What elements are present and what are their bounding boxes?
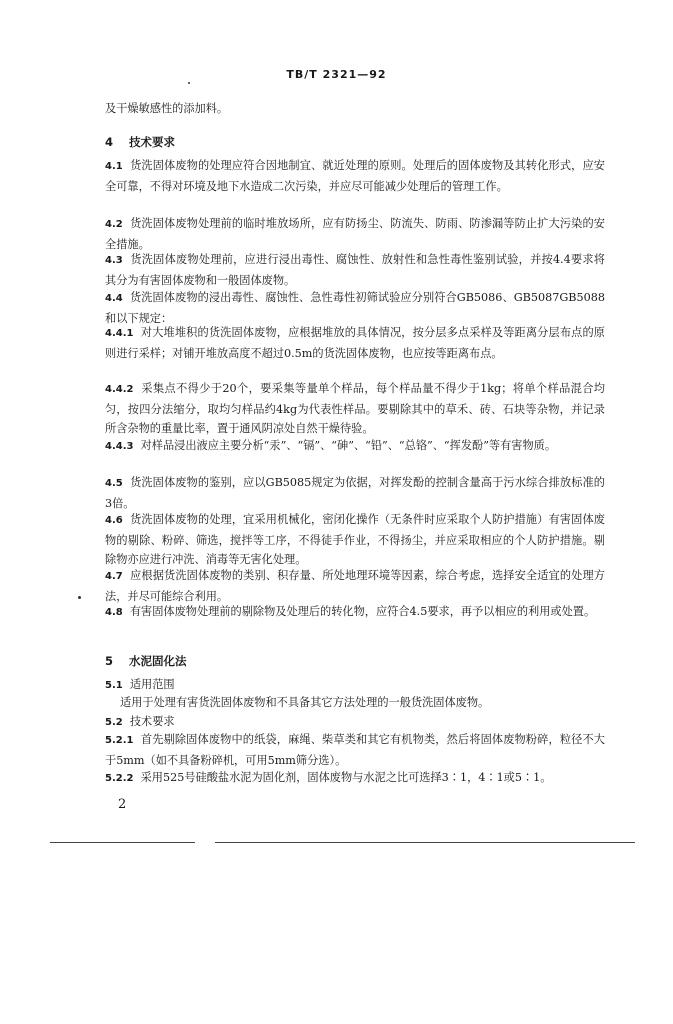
clause-text: 货洗固体废物的处理应符合因地制宜、就近处理的原则。处理后的固体废物及其转化形式，应安全可靠，不得对环境及地下水造成二次污染，并应尽可能减少处理后的管理工作。 xyxy=(105,159,605,193)
document-header: TB/T 2321—92 xyxy=(286,68,387,81)
clause-4-4-3 xyxy=(105,436,605,457)
clause-4-6 xyxy=(105,510,605,570)
clause-number: 4.3 xyxy=(105,255,123,266)
scan-edge-line xyxy=(215,842,635,843)
clause-4-4-2 xyxy=(105,379,605,439)
clause-4-4 xyxy=(105,288,605,328)
clause-5-2-2 xyxy=(105,768,605,789)
clause-text: 对样品浸出液应主要分析“汞”、“镉”、“砷”、“铅”、“总铬”、“挥发酚”等有害物质。 xyxy=(140,439,557,452)
clause-text: 采集点不得少于20个，要采集等量单个样品，每个样品量不得少于1kg；将单个样品混合均匀，按四分法缩分，取均匀样品约4kg为代表性样品。要剔除其中的草禾、砖、石块等杂物，并记录所含杂物的重量比率，置于通风阴凉处自然干燥待验。 xyxy=(105,382,605,435)
page-number: 2 xyxy=(118,797,127,812)
clause-text: 对大堆堆积的货洗固体废物，应根据堆放的具体情况，按分层多点采样及等距离分层布点的原则进行采样；对铺开堆放高度不超过0.5m的货洗固体废物，也应按等距离布点。 xyxy=(105,326,605,360)
clause-number: 4.4 xyxy=(105,293,123,304)
section-title: 技术要求 xyxy=(129,135,176,149)
clause-4-3 xyxy=(105,250,605,290)
clause-number: 4.4.1 xyxy=(105,328,134,339)
clause-text: 采用525号硅酸盐水泥为固化剂，固体废物与水泥之比可选择3∶1，4∶1或5∶1。 xyxy=(140,771,552,784)
clause-4-2 xyxy=(105,214,605,254)
clause-number: 4.4.3 xyxy=(105,441,134,452)
clause-text: 货洗固体废物的鉴别，应以GB5085规定为依据，对挥发酚的控制含量高于污水综合排放标准的3倍。 xyxy=(105,476,605,510)
intro-line: 及干燥敏感性的添加料。 xyxy=(105,102,229,115)
clause-text: 技术要求 xyxy=(129,715,175,728)
clause-text: 货洗固体废物处理前的临时堆放场所，应有防扬尘、防流失、防雨、防渗漏等防止扩大污染的安全措施。 xyxy=(105,217,605,251)
clause-number: 4.8 xyxy=(105,607,123,618)
section-4-heading xyxy=(105,134,175,150)
clause-number: 4.4.2 xyxy=(105,384,134,395)
section-title: 水泥固化法 xyxy=(129,654,187,668)
clause-number: 5.2.1 xyxy=(105,735,134,746)
clause-text: 货洗固体废物的浸出毒性、腐蚀性、急性毒性初筛试验应分别符合GB5086、GB5087GB5088和以下规定： xyxy=(105,291,605,325)
scan-speck xyxy=(78,596,81,599)
clause-4-5 xyxy=(105,473,605,513)
clause-4-7 xyxy=(105,566,605,606)
clause-text: 有害固体废物处理前的剔除物及处理后的转化物，应符合4.5要求，再予以相应的利用或处置。 xyxy=(129,605,596,618)
clause-text: 货洗固体废物处理前，应进行浸出毒性、腐蚀性、放射性和急性毒性鉴别试验，并按4.4要求将其分为有害固体废物和一般固体废物。 xyxy=(105,253,605,287)
clause-4-4-1 xyxy=(105,323,605,363)
clause-5-2-1 xyxy=(105,730,605,770)
clause-number: 4.6 xyxy=(105,515,123,526)
clause-text: 应根据货洗固体废物的类别、积存量、所处地理环境等因素，综合考虑，选择安全适宜的处理方法，并尽可能综合利用。 xyxy=(105,569,605,603)
section-number: 5 xyxy=(105,654,114,668)
clause-text: 适用范围 xyxy=(129,678,175,691)
clause-number: 5.2 xyxy=(105,717,123,728)
clause-4-8 xyxy=(105,602,605,623)
section-5-heading xyxy=(105,653,187,669)
clause-number: 4.2 xyxy=(105,219,123,230)
clause-number: 5.1 xyxy=(105,680,123,691)
section-number: 4 xyxy=(105,135,114,149)
clause-text: 首先剔除固体废物中的纸袋，麻绳、柴草类和其它有机物类，然后将固体废物粉碎，粒径不大于5mm（如不具备粉碎机，可用5mm筛分选）。 xyxy=(105,733,605,767)
clause-number: 4.5 xyxy=(105,478,123,489)
scan-edge-line xyxy=(50,842,195,843)
clause-number: 4.1 xyxy=(105,161,123,172)
clause-text: 货洗固体废物的处理，宜采用机械化，密闭化操作（无条件时应采取个人防护措施）有害固体废物的剔除、粉碎、筛选，搅拌等工序，不得徒手作业，不得扬尘，并应采取相应的个人防护措施。剔除物亦应进行冲洗、消毒等无害化处理。 xyxy=(105,513,605,566)
clause-text: 适用于处理有害货洗固体废物和不具备其它方法处理的一般货洗固体废物。 xyxy=(120,696,490,709)
clause-number: 4.7 xyxy=(105,571,123,582)
scan-speck xyxy=(188,82,190,84)
clause-number: 5.2.2 xyxy=(105,773,134,784)
clause-5-1-body xyxy=(120,693,605,713)
clause-4-1 xyxy=(105,156,605,196)
